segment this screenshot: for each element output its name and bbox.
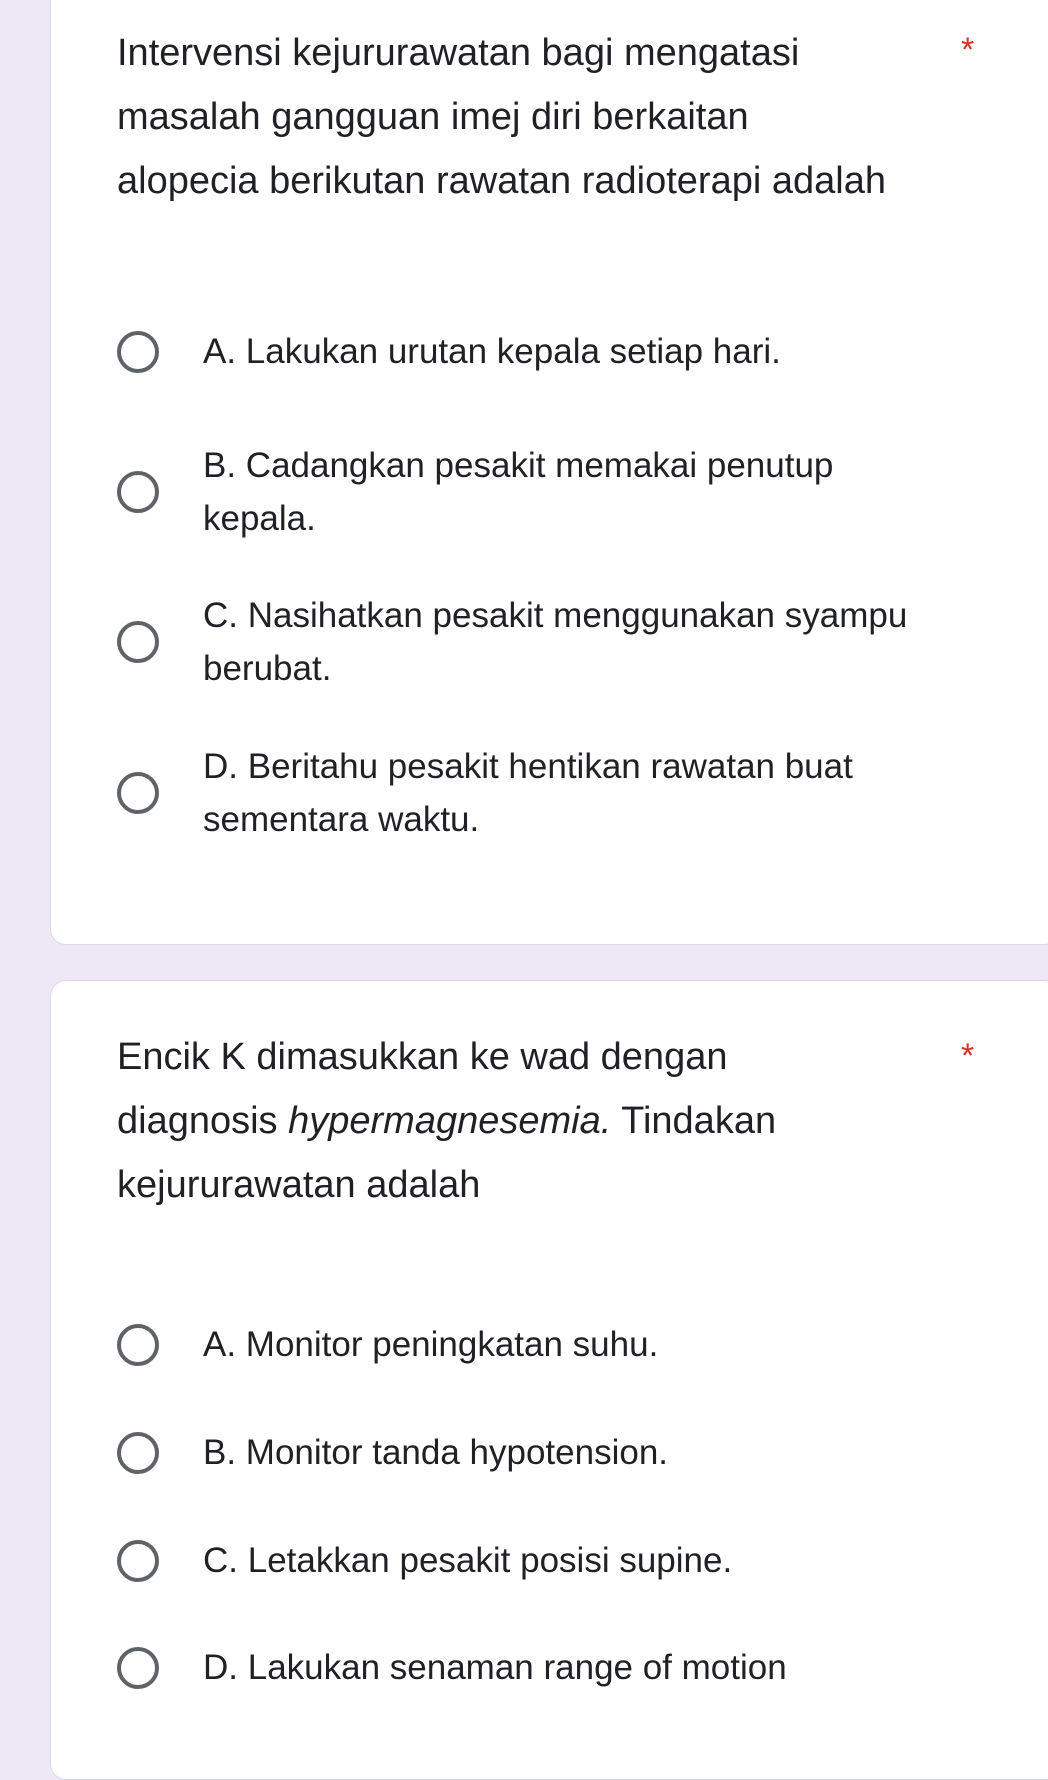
question-2-option-d[interactable] — [117, 1641, 1017, 1694]
option-label: C. Nasihatkan pesakit menggunakan syampu berubat. — [203, 596, 908, 688]
question-1-text: Intervensi kejururawatan bagi mengatasi masalah gangguan imej diri berkaitan alopecia berikutan rawatan radioterapi adalah — [117, 32, 886, 202]
question-2-option-c[interactable] — [117, 1534, 1017, 1587]
option-label: D. Beritahu pesakit hentikan rawatan buat sementara waktu. — [203, 747, 853, 839]
radio-button-icon[interactable] — [117, 621, 159, 663]
option-label: C. Letakkan pesakit posisi supine. — [203, 1541, 733, 1580]
question-1-option-d[interactable] — [117, 740, 1017, 846]
option-label: B. Monitor tanda hypotension. — [203, 1433, 669, 1472]
question-2-emphasis: hypermagnesemia. — [288, 1100, 612, 1142]
required-asterisk: * — [961, 31, 975, 69]
question-card-1 — [50, 0, 1048, 945]
radio-button-icon[interactable] — [117, 1432, 159, 1474]
question-2-option-a[interactable] — [117, 1318, 1017, 1371]
radio-button-icon[interactable] — [117, 1647, 159, 1689]
question-1-option-c[interactable] — [117, 589, 1017, 695]
radio-button-icon[interactable] — [117, 331, 159, 373]
radio-button-icon[interactable] — [117, 471, 159, 513]
radio-button-icon[interactable] — [117, 1540, 159, 1582]
option-label: A. Lakukan urutan kepala setiap hari. — [203, 332, 781, 371]
question-2-text — [117, 1025, 897, 1217]
option-label: A. Monitor peningkatan suhu. — [203, 1325, 659, 1364]
option-label: B. Cadangkan pesakit memakai penutup kepala. — [203, 446, 834, 538]
question-2-text-part: Tindakan kejururawatan adalah — [117, 1100, 777, 1206]
question-card-2 — [50, 980, 1048, 1780]
required-asterisk: * — [961, 1037, 975, 1075]
question-1-option-b[interactable] — [117, 439, 1017, 545]
radio-button-icon[interactable] — [117, 772, 159, 814]
option-label: D. Lakukan senaman range of motion — [203, 1648, 787, 1687]
question-2-option-b[interactable] — [117, 1426, 1017, 1479]
question-1-option-a[interactable] — [117, 325, 1017, 378]
question-2-text-part: Encik K dimasukkan ke wad dengan diagnosis — [117, 1036, 728, 1142]
radio-button-icon[interactable] — [117, 1324, 159, 1366]
